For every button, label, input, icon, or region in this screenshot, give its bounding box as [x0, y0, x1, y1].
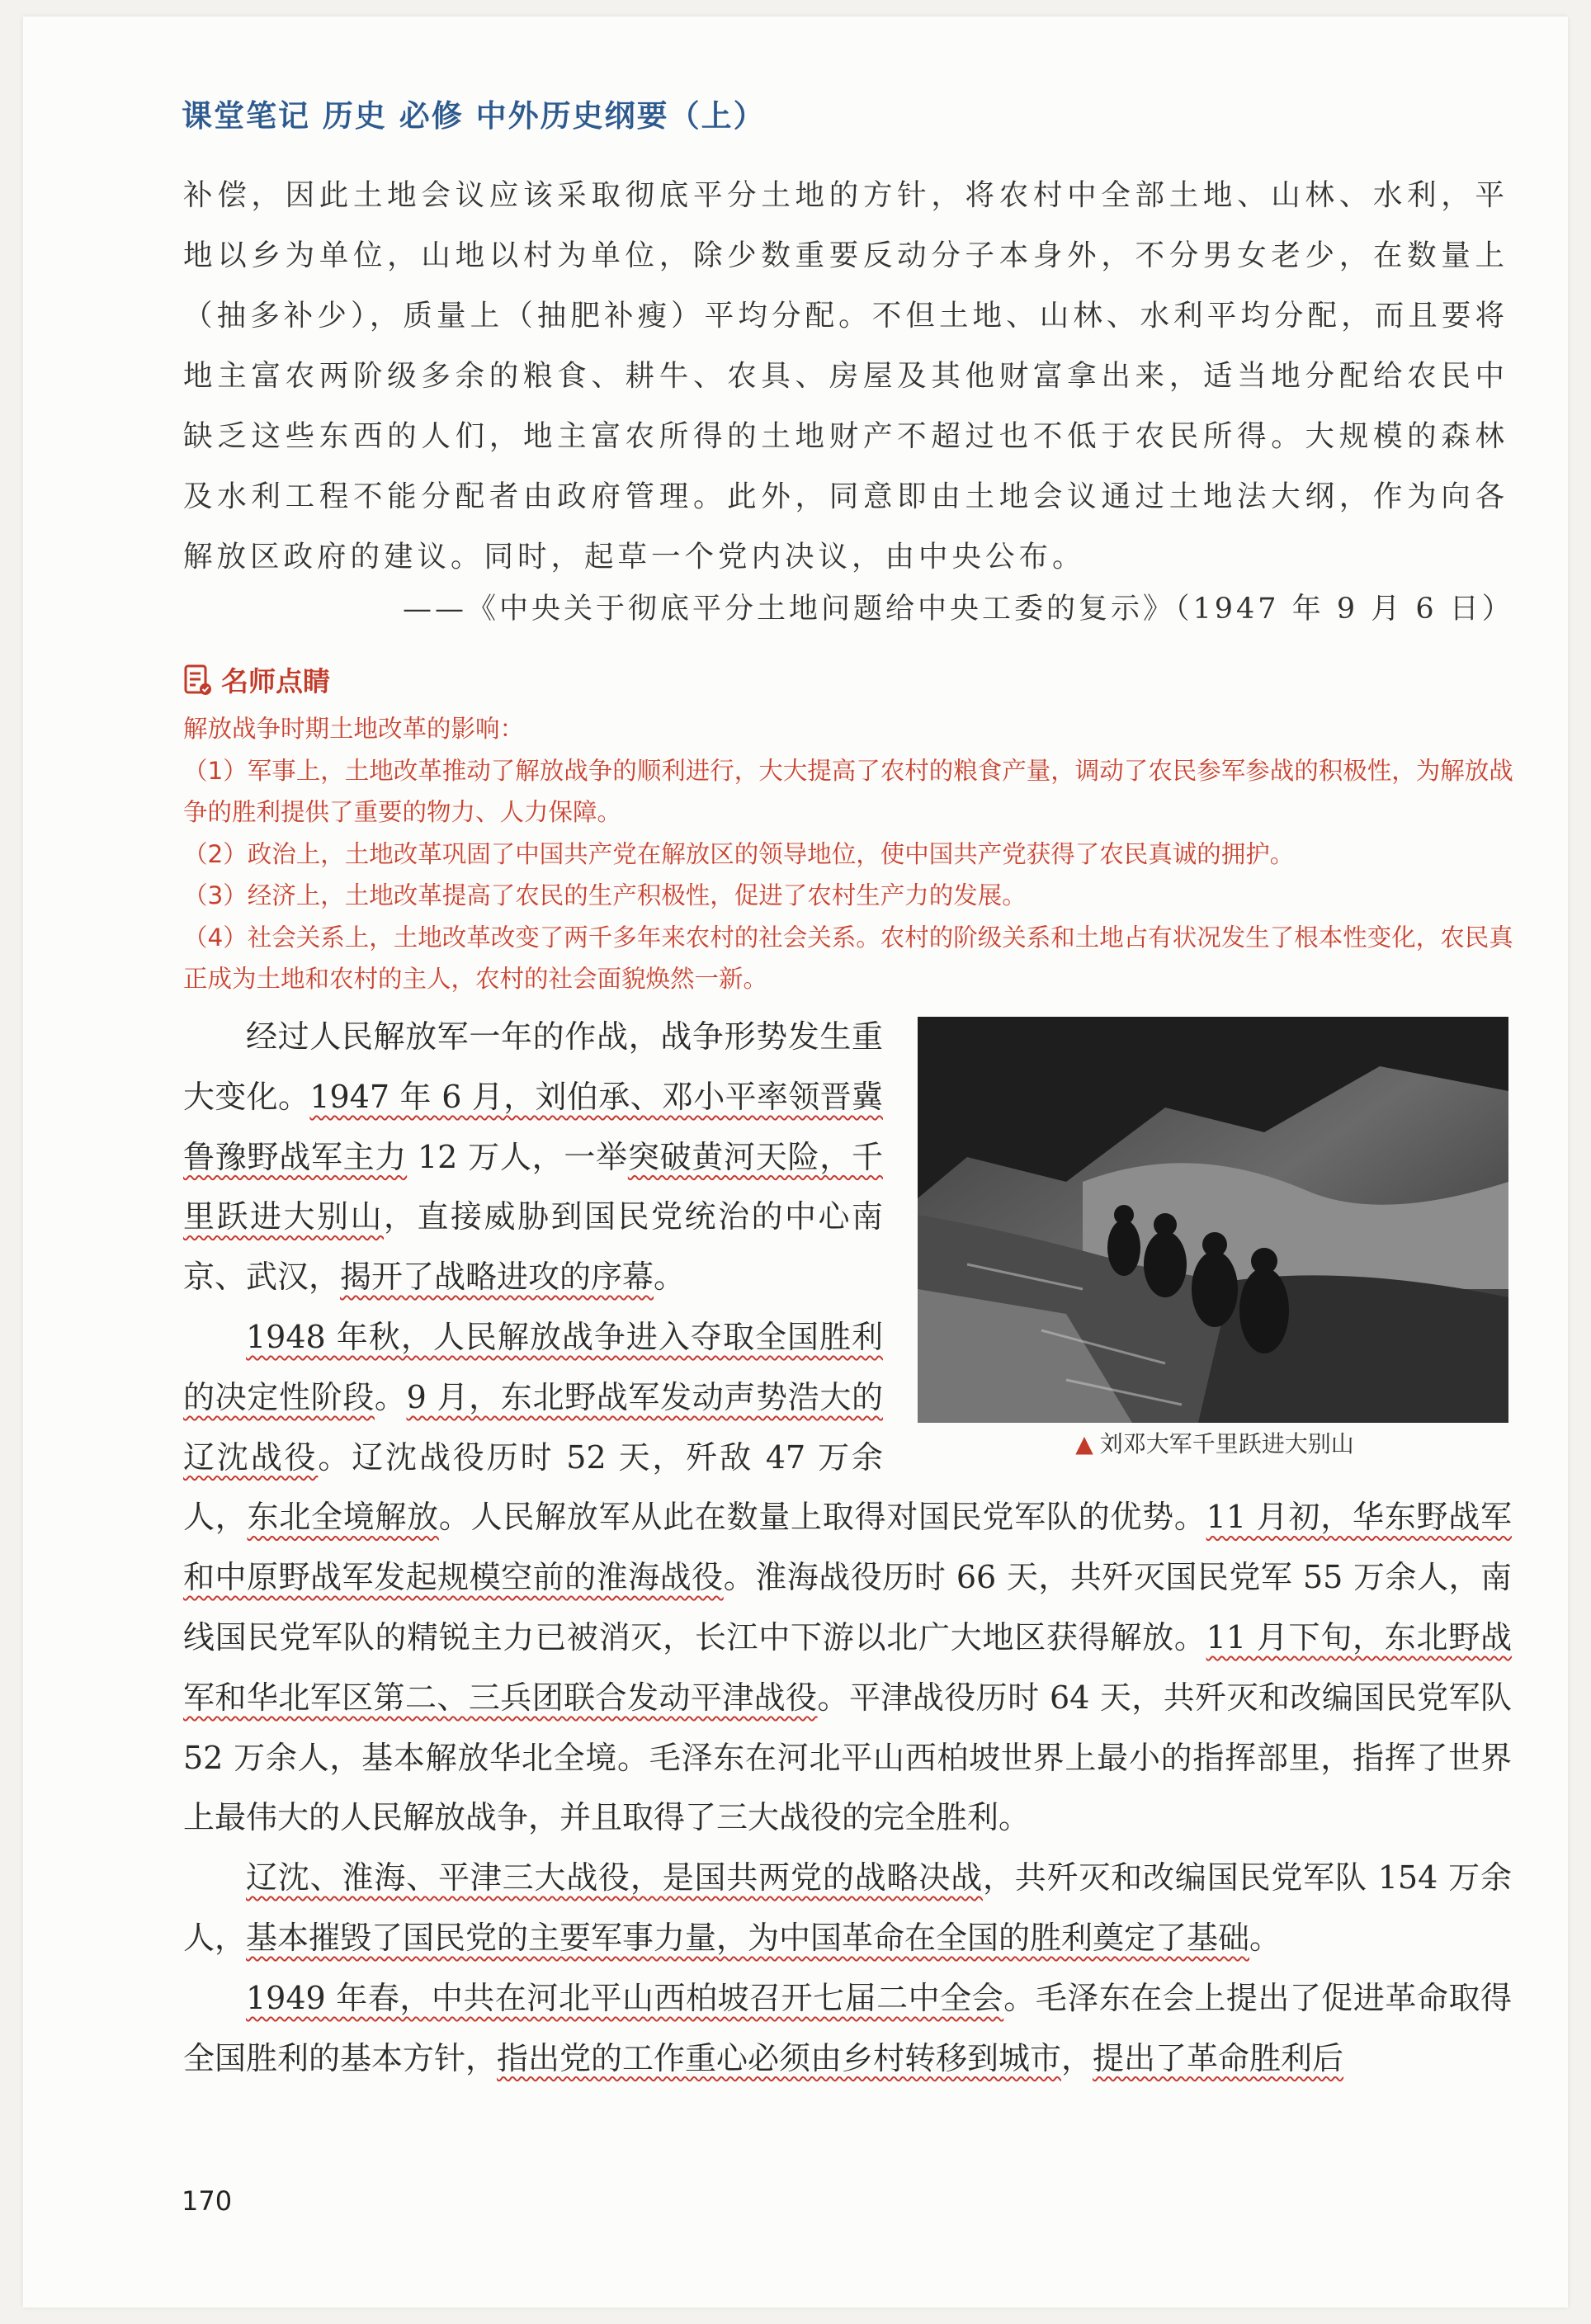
- highlighted-text: 东北全境解放: [247, 1499, 439, 1536]
- highlighted-text: 指出党的工作重心必须由乡村转移到城市: [497, 2039, 1062, 2076]
- tip-item-1: （1）军事上，土地改革推动了解放战争的顺利进行，大大提高了农村的粮食产量，调动了农民参军参战的积极性，为解放战争的胜利提供了重要的物力、人力保障。: [183, 756, 1513, 826]
- page-number: 170: [182, 2185, 233, 2217]
- running-header: 课堂笔记 历史 必修 中外历史纲要（上）: [182, 98, 766, 134]
- historical-photo: [918, 1017, 1508, 1423]
- tip-item-3: （3）经济上，土地改革提高了农民的生产积极性，促进了农村生产力的发展。: [183, 881, 1027, 909]
- highlighted-text: 11 月初，华东野战军和中原野战军发起规模空前的淮海战役: [183, 1499, 1512, 1596]
- highlighted-text: 1949 年春，中共在河北平山西柏坡召开七届二中全会: [246, 1979, 1004, 2016]
- figure: [918, 1017, 1512, 1464]
- text-run: 。淮海战役历时 66 天，共歼灭国民党军 55 万余人，南线国民党军队的精锐主力已被消灭，长江中下游以北广大地区获得解放。: [183, 1559, 1512, 1656]
- highlighted-text: 突破黄河天险，千里跃进大别山: [183, 1138, 883, 1235]
- highlighted-text: 1947 年 6 月，刘伯承、邓小平率领晋冀鲁豫野战军主力: [183, 1078, 883, 1175]
- text-run: 。: [1249, 1919, 1282, 1956]
- text-run: 。辽沈战役历时 52 天，歼敌 47 万余人，: [183, 1438, 883, 1536]
- text-run: 。毛泽东在会上提出了促进革命取得全国胜利的基本方针，: [183, 1979, 1512, 2076]
- paragraph-3: [183, 1848, 1512, 1968]
- highlighted-text: 11 月下旬，东北野战军和华北军区第二、三兵团联合发动平津战役: [183, 1618, 1512, 1716]
- quote-source: ——《中央关于彻底平分土地问题给中央工委的复示》（1947 年 9 月 6 日）: [403, 593, 1514, 626]
- page: [23, 17, 1568, 2307]
- notebook-icon: [183, 664, 213, 697]
- text-run: ，: [1061, 2039, 1093, 2076]
- text-run: ，直接威胁到国民党统治的中心南京、武汉，: [183, 1198, 883, 1296]
- figure-caption: [918, 1424, 1512, 1464]
- highlighted-text: 9 月，东北野战军发动声势浩大的辽沈战役: [183, 1378, 883, 1476]
- text-run: 。: [374, 1378, 407, 1415]
- text-run: 。人民解放军从此在数量上取得对国民党军队的优势。: [438, 1499, 1206, 1536]
- highlighted-text: 提出了革命胜利后: [1093, 2039, 1344, 2076]
- text-run: 12 万人，一举: [407, 1138, 628, 1175]
- tip-intro: 解放战争时期土地改革的影响：: [183, 715, 525, 743]
- highlighted-text: 基本摧毁了国民党的主要军事力量，为中国革命在全国的胜利奠定了基础: [246, 1919, 1250, 1956]
- caption-text: 刘邓大军千里跃进大别山: [1099, 1430, 1354, 1457]
- tip-title: 名师点睛: [221, 665, 330, 697]
- tip-body: [183, 708, 1520, 1000]
- text-run: 。: [654, 1259, 686, 1296]
- main-text: [183, 1007, 1512, 2088]
- tip-item-4: （4）社会关系上，土地改革改变了两千多年来农村的社会关系。农村的阶级关系和土地占有状况发生了根本性变化，农民真正成为土地和农村的主人，农村的社会面貌焕然一新。: [183, 923, 1513, 993]
- quoted-document-text: 补偿，因此土地会议应该采取彻底平分土地的方针，将农村中全部土地、山林、水利，平地以乡为单位，山地以村为单位，除少数重要反动分子本身外，不分男女老少，在数量上（抽多补少），质量上（抽肥补瘦）平均分配。不但土地、山林、水利平均分配，而且要将地主富农两阶级多余的粮食、耕牛、农具、房屋及其他财富拿出来，适当地分配给农民中缺乏这些东西的人们，地主富农所得的土地财产不超过也不低于农民所得。大规模的森林及水利工程不能分配者由政府管理。此外，同意即由土地会议通过土地法大纲，作为向各解放区政府的建议。同时，起草一个党内决议，由中央公布。: [183, 178, 1508, 574]
- paragraph-4: [183, 1968, 1512, 2089]
- text-run: 。平津战役历时 64 天，共歼灭和改编国民党军队 52 万余人，基本解放华北全境。毛泽东在河北平山西柏坡世界上最小的指挥部里，指挥了世界上最伟大的人民解放战争，并且取得了三大战役的完全胜利。: [183, 1679, 1512, 1836]
- highlighted-text: 1948 年秋，人民解放战争进入夺取全国胜利的决定性阶段: [183, 1318, 883, 1415]
- text-run: ，共歼灭和改编国民党军队 154 万余人，: [183, 1859, 1512, 1956]
- highlighted-text: 揭开了战略进攻的序幕: [340, 1259, 654, 1296]
- tip-heading: [183, 660, 330, 699]
- text-run: 经过人民解放军一年的作战，战争形势发生重大变化。: [183, 1018, 883, 1115]
- tip-item-2: （2）政治上，土地改革巩固了中国共产党在解放区的领导地位，使中国共产党获得了农民真诚的拥护。: [183, 839, 1295, 868]
- triangle-marker-icon: ▲: [1075, 1430, 1093, 1457]
- highlighted-text: 辽沈、淮海、平津三大战役，是国共两党的战略决战: [246, 1859, 983, 1897]
